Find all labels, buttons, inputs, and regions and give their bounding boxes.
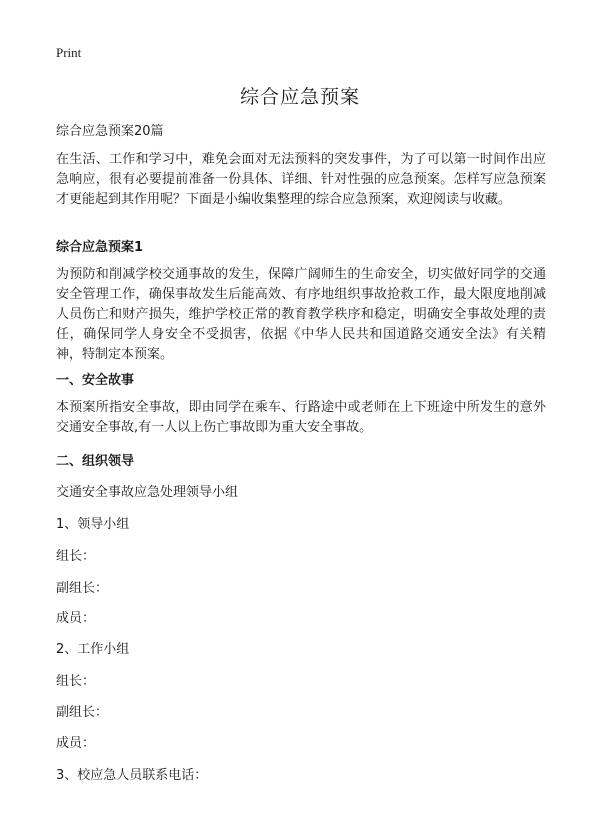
- list-line: 3、校应急人员联系电话：: [56, 768, 208, 783]
- list-line: 成员：: [56, 611, 96, 626]
- list-line: 成员：: [56, 736, 96, 751]
- list-line: 组长：: [56, 674, 96, 689]
- part-safety-paragraph: 本预案所指安全事故，即由同学在乘车、行路途中或老师在上下班途中所发生的意外交通安全事故,有一人以上伤亡事故即为重大安全事故。: [56, 400, 546, 435]
- list-line: 1、领导小组: [56, 517, 130, 532]
- part-heading-organization: 二、组织领导: [56, 454, 135, 469]
- list-line: 2、工作小组: [56, 642, 130, 657]
- section-heading-1: 综合应急预案1: [56, 240, 144, 255]
- list-line: 组长：: [56, 549, 96, 564]
- list-line: 副组长：: [56, 581, 109, 596]
- document-title: 综合应急预案: [239, 86, 360, 108]
- print-link[interactable]: Print: [56, 45, 82, 60]
- list-line: 交通安全事故应急处理领导小组: [56, 485, 239, 500]
- document-subtitle: 综合应急预案20篇: [56, 124, 164, 139]
- intro-paragraph: 在生活、工作和学习中，难免会面对无法预料的突发事件，为了可以第一时间作出应急响应，很有必要提前准备一份具体、详细、针对性强的应急预案。怎样写应急预案才更能起到其作用呢？下面是小编收集整理的综合应急预案，欢迎阅读与收藏。: [56, 152, 546, 207]
- list-line: 副组长：: [56, 705, 109, 720]
- section-1-paragraph: 为预防和削减学校交通事故的发生，保障广阔师生的生命安全，切实做好同学的交通安全管理工作，确保事故发生后能高效、有序地组织事故抢救工作，最大限度地削减人员伤亡和财产损失，维护学校正常的教育教学秩序和稳定，明确安全事故处理的责任，确保同学人身安全不受损害，依据《中华人民共和国道路交通安全法》有关精神，特制定本预案。: [56, 267, 546, 362]
- part-heading-safety: 一、安全故事: [56, 373, 135, 388]
